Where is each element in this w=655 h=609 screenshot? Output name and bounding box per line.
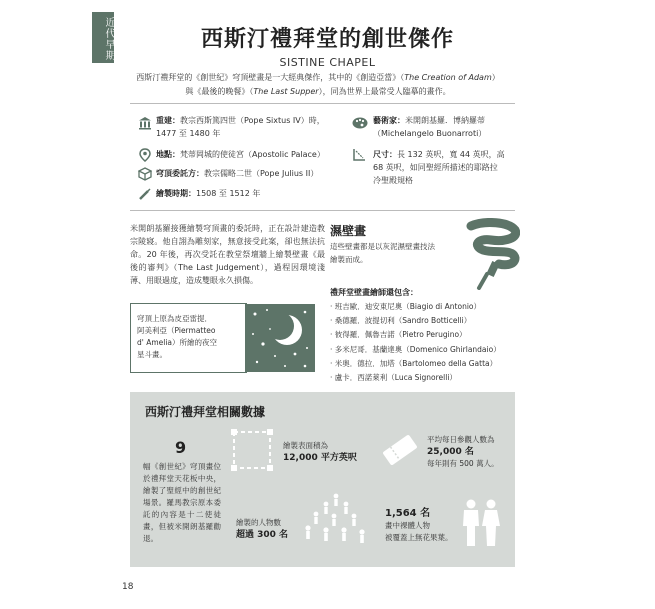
story-paragraph: 米開朗基羅接獲繪製穹頂畫的委託時，正在設計建造教宗陵寢。他自詡為雕刻家，無意接受此案，卻也無法抗命。20 年後，再次受託在教堂祭壇牆上繪製壁畫《最後的審判》（The Last Judgement），過程因環境淺薄、用眼過度，造成雙眼永久損傷。 — [130, 224, 325, 285]
area-frame-icon — [230, 428, 274, 476]
painters-list — [330, 300, 530, 385]
paint-brush-icon — [465, 218, 520, 294]
intro-text: 西斯汀禮拜堂的《創世紀》穹頂壁畫是一大經典傑作，其中的《創造亞當》（The Creation of Adam） 與《最後的晚餐》（The Last Supper），同為世界上最常受人臨摹的畫作。 — [136, 73, 500, 96]
brush-stroke-icon — [138, 186, 152, 205]
fresco-description: 這些壁畫都是以灰泥濕壁畫技法 繪製而成。 — [330, 242, 435, 264]
divider — [130, 103, 515, 104]
ruler-dimensions-icon — [352, 147, 366, 166]
ticket-icon — [380, 430, 420, 474]
panels-text: 幅《創世紀》穹頂畫位於禮拜堂天花板中央，繪製了聖經中的創世紀場景。羅馬教宗原本委託的內容是十二使徒畫，但被米開朗基羅勸退。 — [143, 462, 221, 543]
list-item: · 桑德羅．波提切利（Sandro Botticelli） — [330, 314, 530, 328]
night-sky-image — [245, 304, 315, 372]
location-pin-icon — [138, 147, 152, 166]
chapter-tab: 近代早期 — [92, 12, 114, 63]
location-info: 地點：梵蒂岡城的使徒宮（Apostolic Palace） — [156, 150, 325, 159]
list-item: · 彼得羅．佩魯吉諾（Pietro Perugino） — [330, 328, 530, 342]
crowd-figures-icon — [296, 490, 370, 556]
figures-stat: 繪製的人物數 超過 300 名 — [236, 518, 289, 540]
divider — [130, 210, 515, 211]
nude-figures-icon — [458, 498, 504, 552]
cube-icon — [138, 166, 152, 185]
note-text: 穹頂上原為皮亞雷提． 阿美利亞（Piermatteo d' Amelia）所繪的夜空 星斗畫。 — [137, 314, 218, 359]
period-info: 繪製時期：1508 至 1512 年 — [156, 189, 261, 198]
page-number: 18 — [122, 582, 134, 592]
building-icon — [138, 115, 152, 134]
page-subtitle: SISTINE CHAPEL — [279, 56, 376, 69]
list-item: · 盧卡．西諾萊利（Luca Signorelli） — [330, 371, 530, 385]
list-item: · 多米尼哥．基蘭達奧（Domenico Ghirlandaio） — [330, 343, 530, 357]
list-item: · 米奧．德拉．加塔（Bartolomeo della Gatta） — [330, 357, 530, 371]
page-title: 西斯汀禮拜堂的創世傑作 — [200, 27, 454, 52]
size-info: 尺寸：長 132 英呎，寬 44 英呎，高 68 英呎，如同聖經所描述的耶路拉 冷聖殿規格 — [373, 150, 505, 185]
artist-palette-icon — [352, 115, 368, 134]
painters-heading: 禮拜堂壁畫繪師還包含： — [330, 288, 418, 297]
commission-info: 穹頂委託方：教宗儒略二世（Pope Julius II） — [156, 169, 319, 178]
artist-info: 藝術家：米開朗基羅．博納羅蒂 （Michelangelo Buonarroti） — [373, 116, 487, 138]
area-stat: 繪製表面積為 12,000 平方英呎 — [283, 441, 357, 463]
fresco-heading: 濕壁畫 — [330, 224, 367, 238]
visitors-stat: 平均每日參觀人數為 25,000 名 每年則有 500 萬人。 — [427, 435, 499, 468]
built-info: 重建：教宗西斯篤四世（Pope Sixtus IV）時， 1477 至 1480 年 — [156, 116, 325, 138]
list-item: · 班吉歐．迪安東尼奧（Biagio di Antonio） — [330, 300, 530, 314]
people-text: 畫中裸體人物 被覆蓋上無花果葉。 — [385, 521, 453, 542]
panels-number: 9 — [175, 438, 187, 457]
people-number: 1,564 名 — [385, 508, 431, 519]
stats-heading: 西斯汀禮拜堂相關數據 — [145, 405, 266, 419]
